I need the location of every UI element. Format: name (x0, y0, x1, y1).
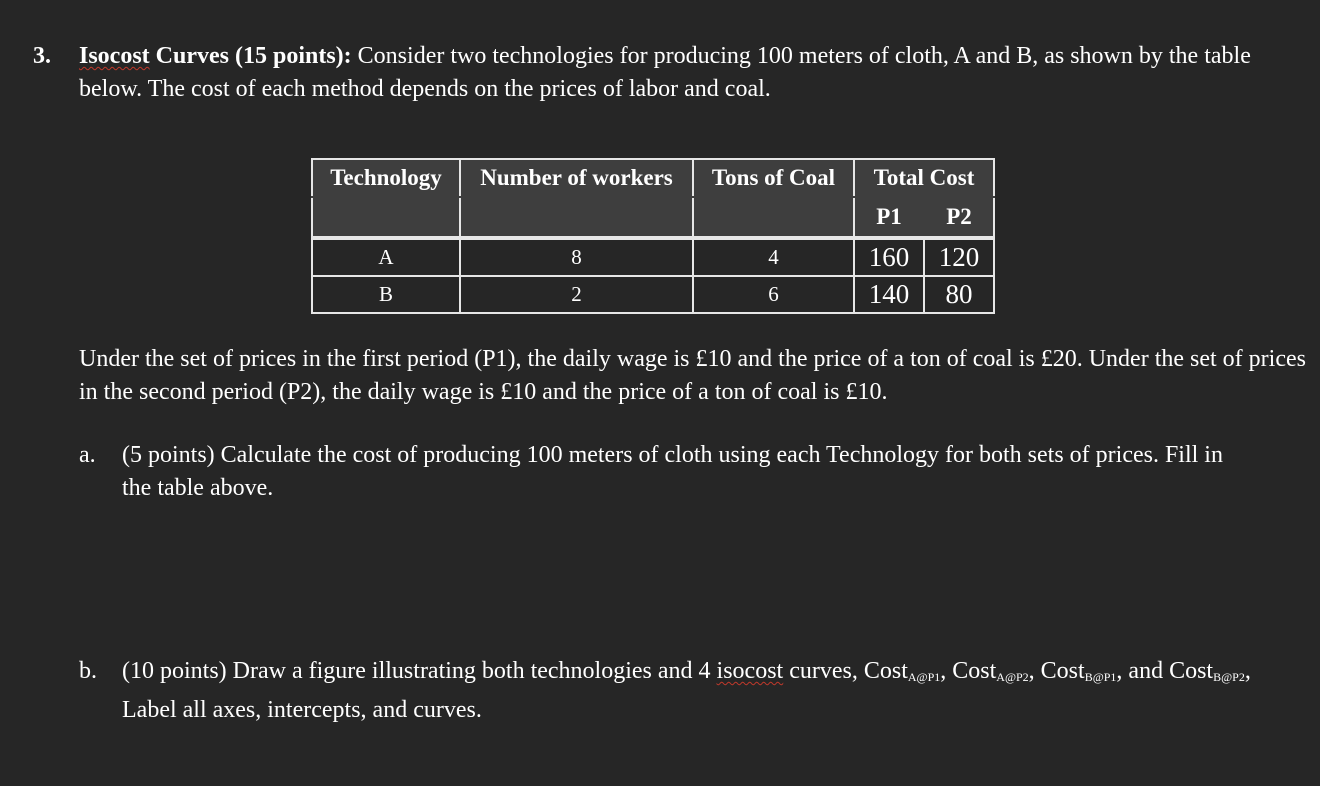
subscript: A@P2 (996, 670, 1029, 684)
title-word: Isocost (79, 43, 150, 69)
part-a-text: (5 points) Calculate the cost of producing 100 meters of cloth using each Technology for both sets of prices. Fill in the table above. (122, 442, 1223, 501)
part-b-segment: curves, Cost (783, 658, 908, 684)
subscript: A@P1 (907, 670, 941, 684)
cell-cost-p1: 140 (854, 276, 924, 313)
part-b-text (122, 655, 1292, 727)
header-p1: P1 (854, 197, 924, 238)
part-b-letter: b. (79, 658, 97, 684)
header-p2: P2 (924, 197, 994, 238)
isocost-word: isocost (716, 658, 784, 684)
header-technology: Technology (312, 159, 460, 197)
header-total-cost: Total Cost (854, 159, 994, 197)
table-row (312, 276, 994, 313)
part-b-segment: , Cost (1028, 658, 1085, 684)
part-b-segment: (10 points) Draw a figure illustrating both technologies and 4 (122, 658, 717, 684)
cost-table (311, 158, 995, 314)
cell-cost-p2: 120 (924, 238, 994, 276)
subscript: B@P2 (1213, 670, 1245, 684)
question-title (79, 43, 352, 69)
question-number: 3. (33, 43, 51, 69)
table-row (312, 238, 994, 276)
cell-cost-p1: 160 (854, 238, 924, 276)
header-technology-blank (312, 197, 460, 238)
subscript: B@P1 (1084, 670, 1117, 684)
cell-coal: 4 (693, 238, 854, 276)
part-b-segment: , Label all axes, intercepts, and curves. (122, 658, 1251, 723)
header-coal-blank (693, 197, 854, 238)
header-coal: Tons of Coal (693, 159, 854, 197)
cell-cost-p2: 80 (924, 276, 994, 313)
header-workers-blank (460, 197, 693, 238)
intro-text: Consider two technologies for producing 100 meters of cloth, A and B, as shown by the table below. The cost of each method depends on the prices of labor and coal. (79, 43, 1251, 102)
part-b-segment: , and Cost (1116, 658, 1214, 684)
part-b-segment: , Cost (940, 658, 997, 684)
title-rest: Curves (15 points): (149, 43, 352, 69)
question-intro (79, 40, 1309, 106)
cell-technology: A (312, 238, 460, 276)
part-a-letter: a. (79, 442, 96, 468)
cell-technology: B (312, 276, 460, 313)
prices-text: Under the set of prices in the first period (P1), the daily wage is £10 and the price of a ton of coal is £20. Under the set of prices in the second period (P2), the daily wage is £10 and the price of a ton of coal is £10. (79, 346, 1306, 405)
cell-coal: 6 (693, 276, 854, 313)
cell-workers: 8 (460, 238, 693, 276)
cell-workers: 2 (460, 276, 693, 313)
header-workers: Number of workers (460, 159, 693, 197)
